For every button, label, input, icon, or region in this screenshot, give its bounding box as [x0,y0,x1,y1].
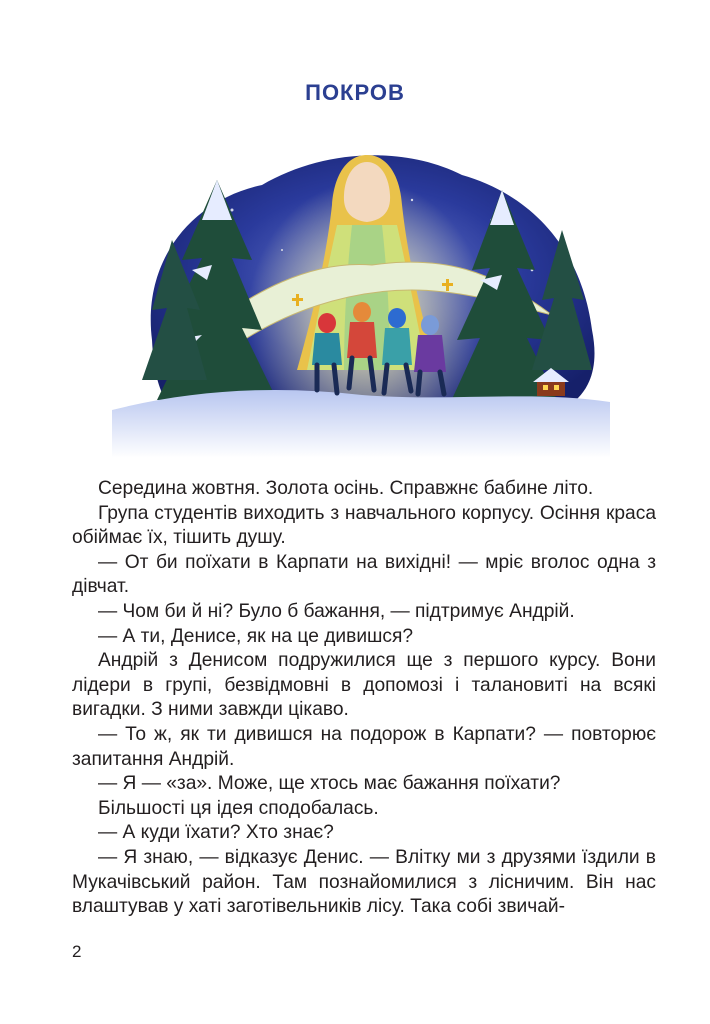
paragraph: Андрій з Денисом подружилися ще з першого курсу. Вони лідери в групі, безвідмовні в допомозі і талановиті на всякі вигадки. З ними завжди цікаво. [72,650,656,721]
paragraph: — От би поїхати в Карпати на вихідні! — мріє вголос одна з дівчат. [72,551,656,598]
paragraph: Більшості ця ідея сподобалась. [98,797,379,819]
illustration [112,140,610,458]
paragraph: — Чом би й ні? Було б бажання, — підтримує Андрій. [98,600,575,622]
paragraph: — Я — «за». Може, ще хтось має бажання поїхати? [98,773,561,795]
paragraph: Середина жовтня. Золота осінь. Справжнє бабине літо. [98,478,594,499]
paragraph: — А ти, Денисе, як на це дивишся? [98,625,414,647]
page-title: ПОКРОВ [305,80,405,105]
paragraph: Група студентів виходить з навчального корпусу. Осіння краса обіймає їх, тішить душу. [72,502,656,549]
body-text [72,477,656,920]
paragraph: — Я знаю, — відказує Денис. — Влітку ми з друзями їздили в Мукачівський район. Там познайомилися з лісничим. Він нас влаштував у хаті заготівельників лісу. Така собі звичай- [72,846,656,918]
paragraph: — То ж, як ти дивишся на подорож в Карпати? — повторює запитання Андрій. [72,723,656,770]
paragraph: — А куди їхати? Хто знає? [98,822,334,844]
page-number: 2 [72,942,82,961]
